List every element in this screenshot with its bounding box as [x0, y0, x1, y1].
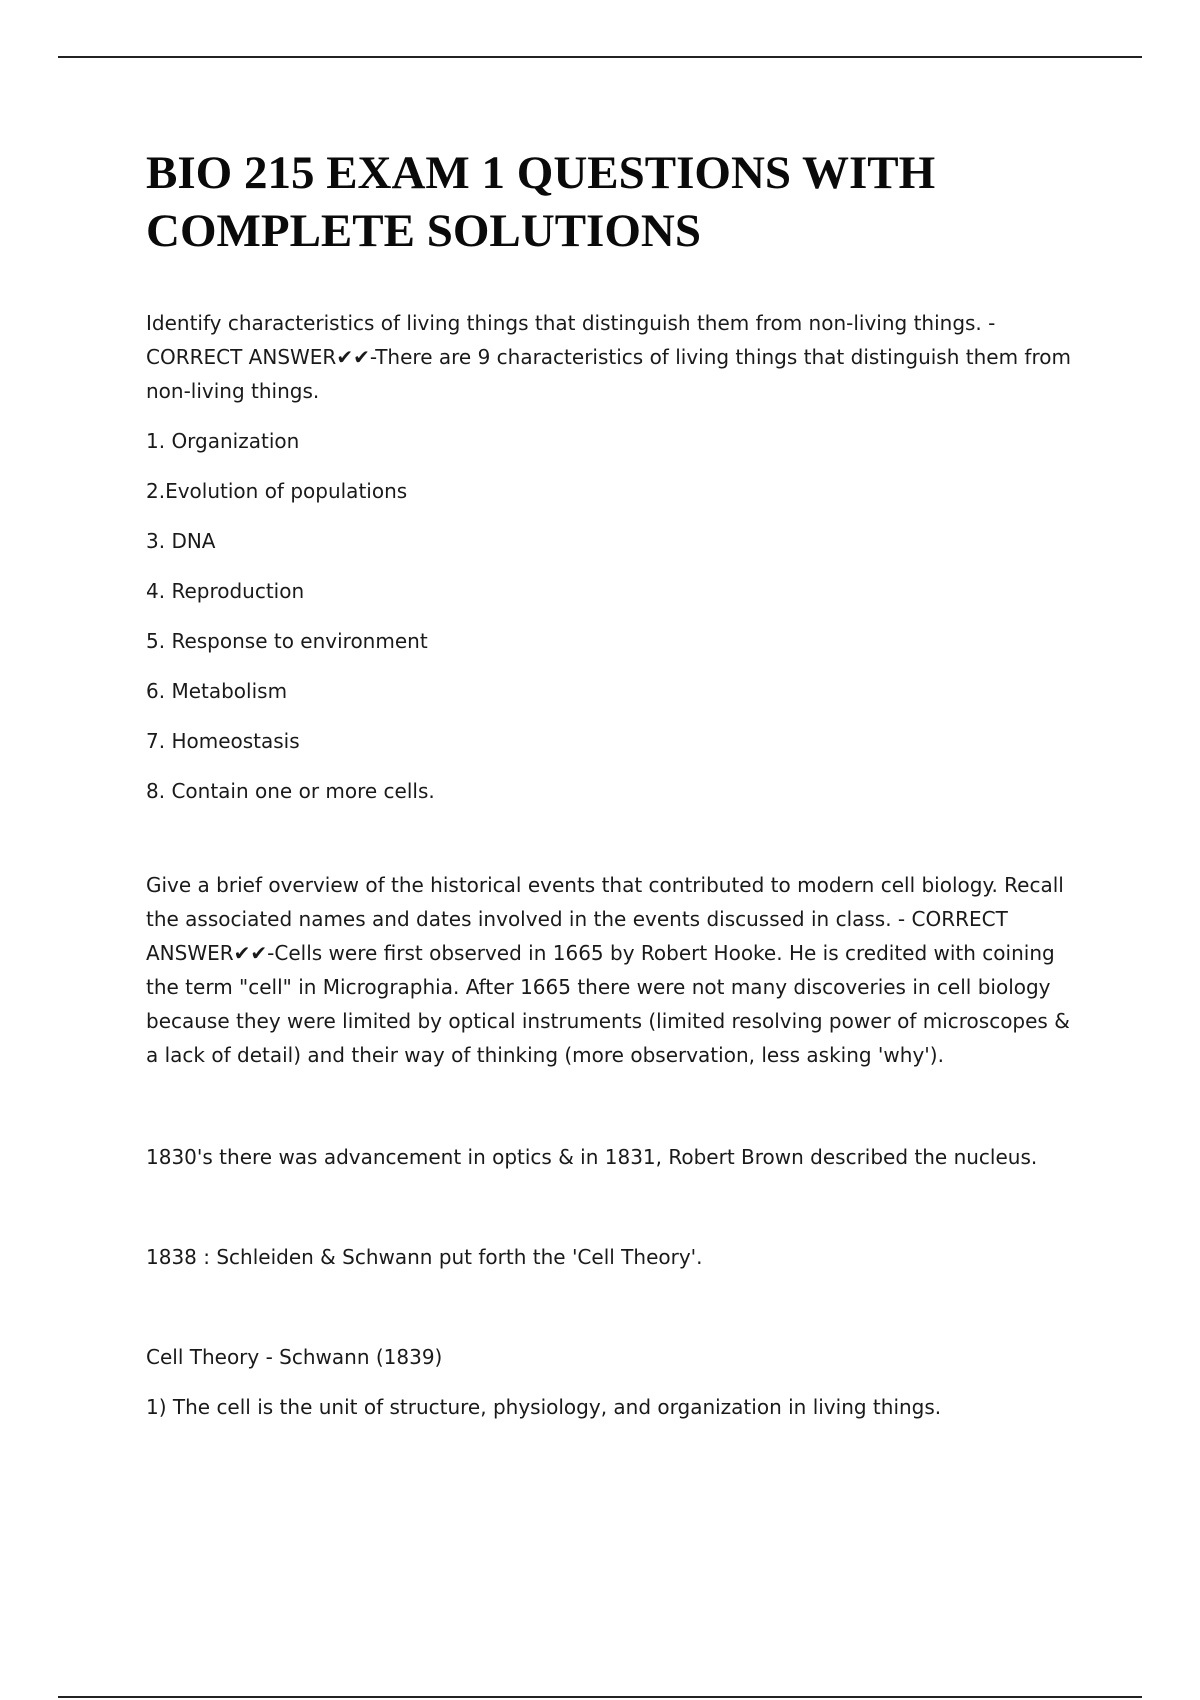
list-item: 4. Reproduction	[146, 579, 305, 603]
bottom-rule	[58, 1696, 1142, 1698]
paragraph-1838: 1838 : Schleiden & Schwann put forth the 'Cell Theory'.	[146, 1245, 703, 1269]
question-1-text: Identify characteristics of living things that distinguish them from non-living things. - CORRECT ANSWER✔✔-There are 9 characteristics of living things that distinguish them from non-living things.	[146, 311, 1071, 403]
page-title: BIO 215 EXAM 1 QUESTIONS WITH COMPLETE SOLUTIONS	[146, 147, 936, 257]
question-2	[146, 868, 1086, 1424]
document-body	[146, 306, 1086, 1424]
question-1	[146, 306, 1086, 808]
cell-theory-heading: Cell Theory - Schwann (1839)	[146, 1345, 443, 1369]
question-2-text: Give a brief overview of the historical events that contributed to modern cell biology. Recall the associated names and dates involved in the events discussed in class. - CORRECT ANSWER✔✔-Cells were first observed in 1665 by Robert Hooke. He is credited with coining the term "cell" in Micrographia. After 1665 there were not many discoveries in cell biology because they were limited by optical instruments (limited resolving power of microscopes & a lack of detail) and their way of thinking (more observation, less asking 'why').	[146, 873, 1070, 1067]
list-item: 3. DNA	[146, 529, 216, 553]
list-item: 2.Evolution of populations	[146, 479, 408, 503]
list-item: 6. Metabolism	[146, 679, 288, 703]
list-item: 7. Homeostasis	[146, 729, 300, 753]
top-rule	[58, 56, 1142, 58]
list-item: 1. Organization	[146, 429, 300, 453]
cell-theory-point-1: 1) The cell is the unit of structure, physiology, and organization in living things.	[146, 1395, 942, 1419]
list-item: 5. Response to environment	[146, 629, 428, 653]
list-item: 8. Contain one or more cells.	[146, 779, 435, 803]
paragraph-1830: 1830's there was advancement in optics & in 1831, Robert Brown described the nucleus.	[146, 1145, 1038, 1169]
